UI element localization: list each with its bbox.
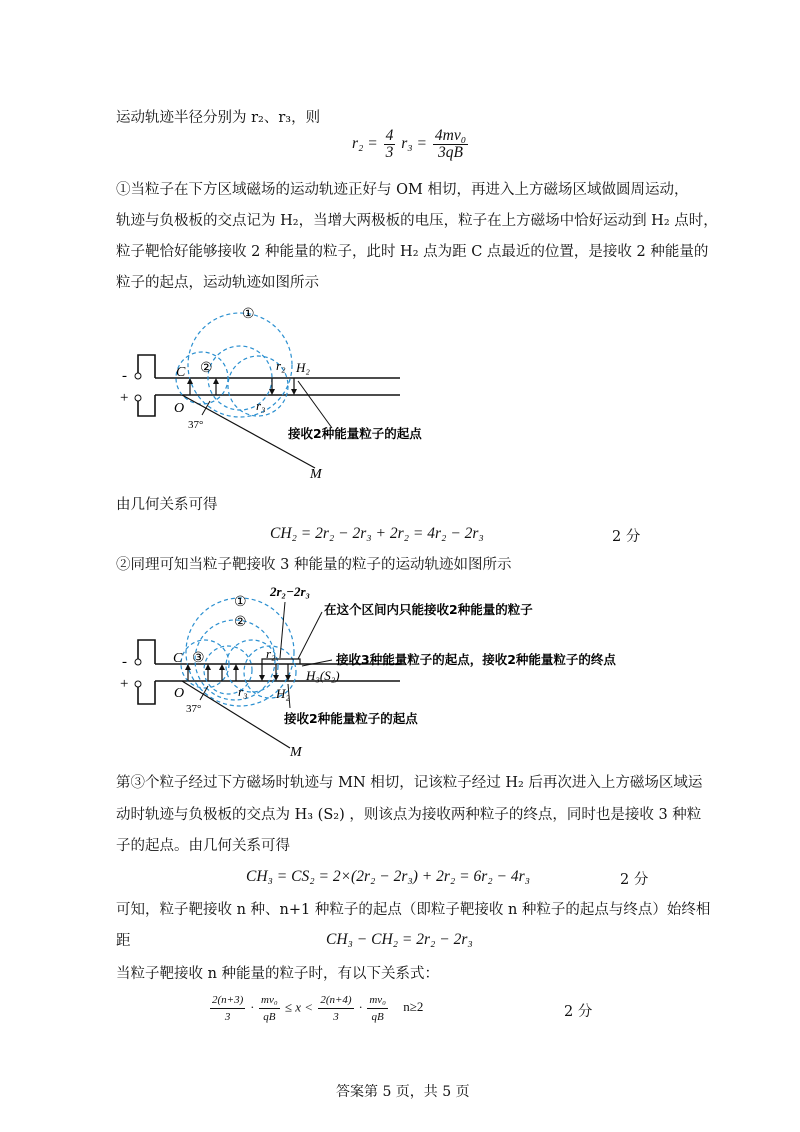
figure-2-trajectory: [110, 580, 640, 760]
angle-37: 37°: [188, 419, 204, 431]
arrowhead-down-1: [269, 389, 275, 395]
ineq-frac-c: $\frac{2(n+4)}{3}$: [320, 994, 352, 1023]
equation-ch3: CH₃ = CS₂ = 2×(2r₂ − 2r₃) + 2r₂ = 6r₂ − 4r₃: [246, 868, 531, 885]
point-h2: H₂: [296, 360, 310, 375]
arrowhead-up-1: [185, 664, 191, 670]
para1-line4: 粒子的起点，运动轨迹如图所示: [116, 275, 319, 291]
label-r3: r₃: [256, 398, 266, 413]
equation-difference: CH₃ − CH₂ = 2r₂ − 2r₃: [326, 931, 473, 948]
circle-label-3: ③: [192, 651, 205, 666]
callout-interval-line: [298, 612, 322, 659]
geo-text-1: 由几何关系可得: [116, 497, 218, 513]
ineq-frac-a: $\frac{2(n+3)}{3}$: [212, 994, 244, 1023]
intro-text: 运动轨迹半径分别为 r₂、r₃，则: [116, 110, 321, 126]
page-footer: 答案第 5 页，共 5 页: [336, 1084, 470, 1100]
plus-sign: +: [120, 390, 129, 406]
para3-line3: 子的起点。由几何关系可得: [116, 838, 290, 854]
para2: ②同理可知当粒子靶接收 3 种能量的粒子的运动轨迹如图所示: [116, 557, 512, 573]
angle-37: 37°: [186, 703, 202, 715]
para3-line2: 动时轨迹与负极板的交点为 H₃ (S₂) ，则该点为接收两种粒子的终点，同时也是接收 3 种粒: [116, 807, 702, 823]
ineq-mid: ≤ x <: [284, 999, 314, 1015]
plus-terminal: [135, 681, 141, 687]
inequality: [208, 992, 423, 1025]
eq1-lhs: r₂ =: [352, 135, 378, 153]
arrowhead-up-3: [219, 664, 225, 670]
equation-radius: [352, 128, 470, 161]
circle-label-2: ②: [200, 361, 213, 376]
plus-sign: +: [120, 676, 129, 692]
callout-h2: 接收2种能量粒子的起点: [284, 711, 418, 726]
arrowhead-up-4: [233, 664, 239, 670]
para5: 当粒子靶接收 n 种能量的粒子时，有以下关系式：: [116, 966, 440, 982]
label-r2: r₂: [266, 646, 276, 661]
ineq-frac-d: $\frac{\text{mv₀}}{qB}$: [369, 994, 386, 1023]
minus-terminal: [135, 659, 141, 665]
arrowhead-down-1: [259, 675, 265, 681]
ineq-dot-1: ·: [250, 999, 254, 1015]
circle-label-1: ①: [234, 595, 247, 610]
label-r3: r₃: [238, 684, 248, 699]
score-3: 2 分: [564, 1004, 593, 1020]
para1-line3: 粒子靶恰好能够接收 2 种能量的粒子，此时 H₂ 点为距 C 点最近的位置，是接收 2 种能量的: [116, 244, 709, 260]
score-2: 2 分: [620, 872, 649, 888]
para1-line1: ①当粒子在下方区域磁场的运动轨迹正好与 OM 相切，再进入上方磁场区域做圆周运动，: [116, 182, 689, 198]
minus-terminal: [135, 373, 141, 379]
equation-ch2: CH₂ = 2r₂ − 2r₃ + 2r₂ = 4r₂ − 2r₃: [270, 525, 484, 542]
callout-interval: 在这个区间内只能接收2种能量的粒子: [324, 602, 533, 617]
para4-line1: 可知，粒子靶接收 n 种、n+1 种粒子的起点（即粒子靶接收 n 种粒子的起点与终点）始终相: [116, 902, 711, 918]
plus-terminal: [135, 395, 141, 401]
minus-sign: -: [122, 654, 127, 670]
score-1: 2 分: [612, 529, 641, 545]
point-h3-s2: H₃(S₂): [306, 668, 340, 683]
label-r2: r₂: [276, 358, 286, 373]
point-c: C: [173, 651, 183, 666]
arrowhead-up-2: [213, 378, 219, 384]
callout-h2-start: 接收2种能量粒子的起点: [288, 426, 422, 441]
para4-line2: 距: [116, 933, 131, 949]
callout-line: [298, 381, 332, 428]
arrowhead-down-2: [291, 389, 297, 395]
callout-h3: 接收3种能量粒子的起点，接收2种能量粒子的终点: [336, 652, 616, 667]
ineq-frac-b: $\frac{\text{mv₀}}{qB}$: [261, 994, 278, 1023]
figure-1-trajectory: [110, 298, 430, 488]
label-2r2-2r3: 2r₂−2r₃: [270, 584, 311, 599]
circle-label-1: ①: [242, 307, 255, 322]
minus-sign: -: [122, 368, 127, 384]
eq1-frac1: $\frac{4}{3}$: [385, 127, 394, 161]
arrowhead-up-2: [205, 664, 211, 670]
circle-label-2: ②: [234, 615, 247, 630]
ineq-condition: n≥2: [403, 999, 424, 1015]
arrowhead-up-1: [187, 378, 193, 384]
eq1-frac2: $\frac{\text{4mv₀}}{3qB}$: [434, 127, 467, 161]
para1-line2: 轨迹与负极板的交点记为 H₂，当增大两极板的电压，粒子在上方磁场中恰好运动到 H₂ 点时，: [116, 213, 718, 229]
point-c: C: [176, 365, 186, 380]
para3-line1: 第③个粒子经过下方磁场时轨迹与 MN 相切，记该粒子经过 H₂ 后再次进入上方磁场区域运: [116, 775, 703, 791]
point-o: O: [174, 686, 185, 701]
point-o: O: [174, 401, 185, 416]
point-m: M: [290, 745, 302, 760]
point-h2: H₂: [276, 686, 290, 701]
eq1-mid: r₃ =: [401, 135, 428, 153]
point-m: M: [310, 467, 322, 482]
ineq-dot-2: ·: [358, 999, 363, 1015]
callout-h3-line: [302, 660, 332, 666]
